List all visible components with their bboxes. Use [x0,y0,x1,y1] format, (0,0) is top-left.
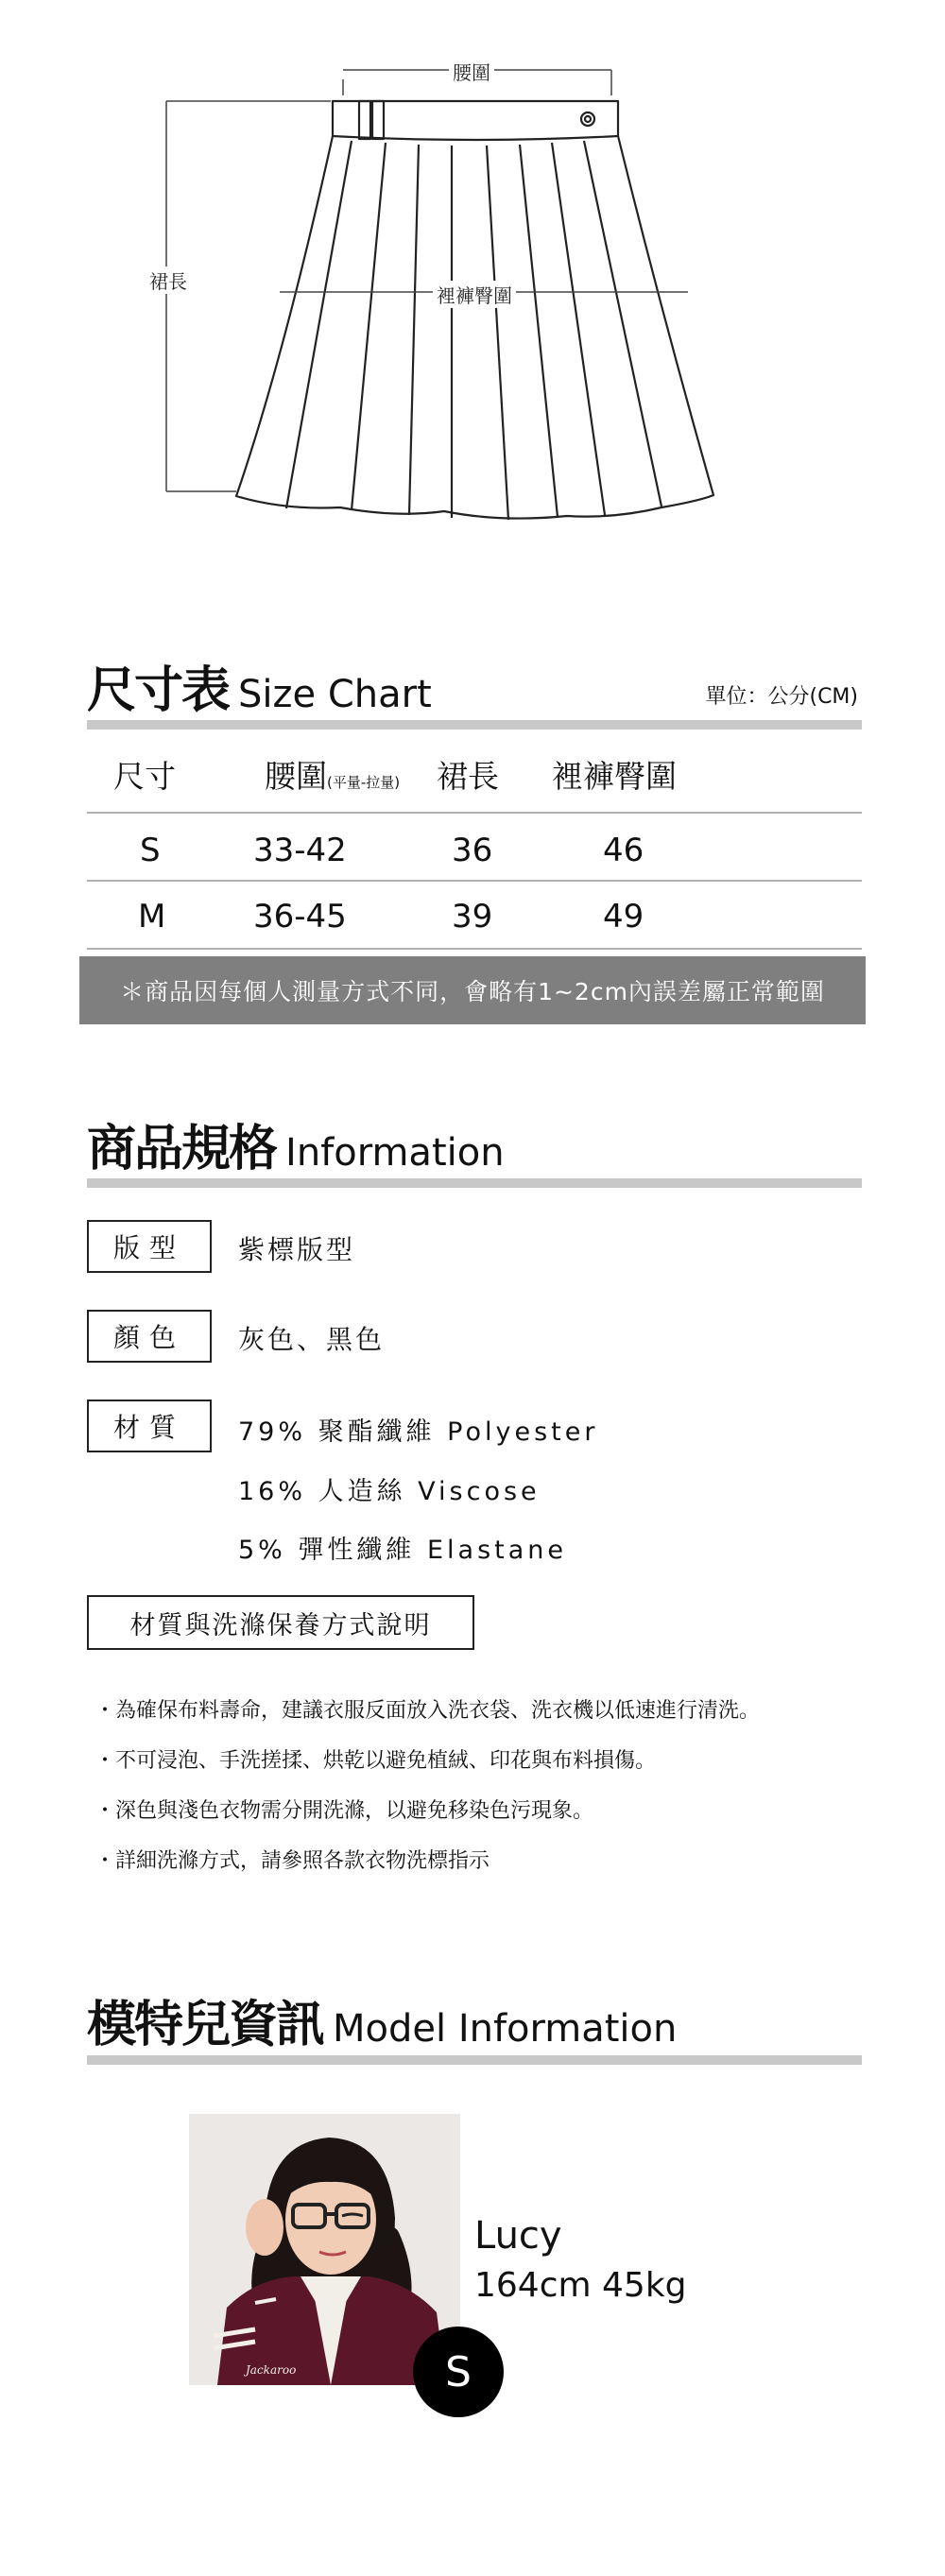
spec-value-color: 灰色、黑色 [238,1324,386,1355]
model-size-badge: S [413,2327,504,2417]
col-header-waist: 腰圍(平量-拉量) [265,758,401,795]
care-instructions-title: 材質與洗滌保養方式說明 [87,1595,474,1650]
svg-text:Jackaroo: Jackaroo [246,2363,297,2377]
spec-value-fit: 紫標版型 [238,1234,356,1265]
section-divider [87,1178,862,1188]
information-title: 商品規格 Information [87,1121,505,1177]
col-header-size: 尺寸 [113,758,176,795]
cell-waist: 33-42 [253,832,347,869]
cell-length: 39 [452,898,493,936]
measurement-note: ＊商品因每個人測量方式不同，會略有1~2cm內誤差屬正常範圍 [79,956,866,1024]
size-chart-title: 尺寸表 Size Chart [87,662,432,719]
spec-label-fit: 版型 [87,1220,212,1273]
table-divider [87,812,862,814]
table-divider [87,948,862,950]
spec-value-material: 5% 彈性纖維 Elastane [238,1536,568,1565]
model-measurements: 164cm 45kg [474,2266,687,2305]
col-header-length: 裙長 [437,758,499,795]
model-portrait-image [189,2114,460,2385]
spec-label-material: 材質 [87,1400,212,1452]
care-item: ・不可浸泡、手洗搓揉、烘乾以避免植絨、印花與布料損傷。 [94,1749,657,1773]
section-divider [87,2055,862,2065]
unit-label: 單位：公分(CM) [705,685,858,709]
spec-value-material: 79% 聚酯纖維 Polyester [238,1417,599,1447]
col-header-hip: 裡褲臀圍 [552,758,677,795]
cell-hip: 49 [603,898,644,936]
spec-value-material: 16% 人造絲 Viscose [238,1477,541,1506]
model-title: 模特兒資訊 Model Information [87,1997,678,2053]
cell-size: M [138,898,166,936]
cell-size: S [140,832,161,869]
model-photo [189,2114,460,2385]
care-item: ・深色與淺色衣物需分開洗滌，以避免移染色污現象。 [94,1799,594,1823]
cell-length: 36 [452,832,493,869]
care-item: ・為確保布料壽命，建議衣服反面放入洗衣袋、洗衣機以低速進行清洗。 [94,1699,761,1723]
hip-label: 裡褲臀圍 [433,281,516,308]
section-divider [87,720,862,730]
spec-label-color: 顏色 [87,1310,212,1363]
waist-label: 腰圍 [449,58,494,85]
model-name: Lucy [474,2214,562,2258]
cell-waist: 36-45 [253,898,347,936]
cell-hip: 46 [603,832,644,869]
skirt-size-diagram [0,0,945,567]
length-label: 裙長 [146,266,191,294]
care-item: ・詳細洗滌方式，請參照各款衣物洗標指示 [94,1849,490,1873]
table-divider [87,880,862,882]
